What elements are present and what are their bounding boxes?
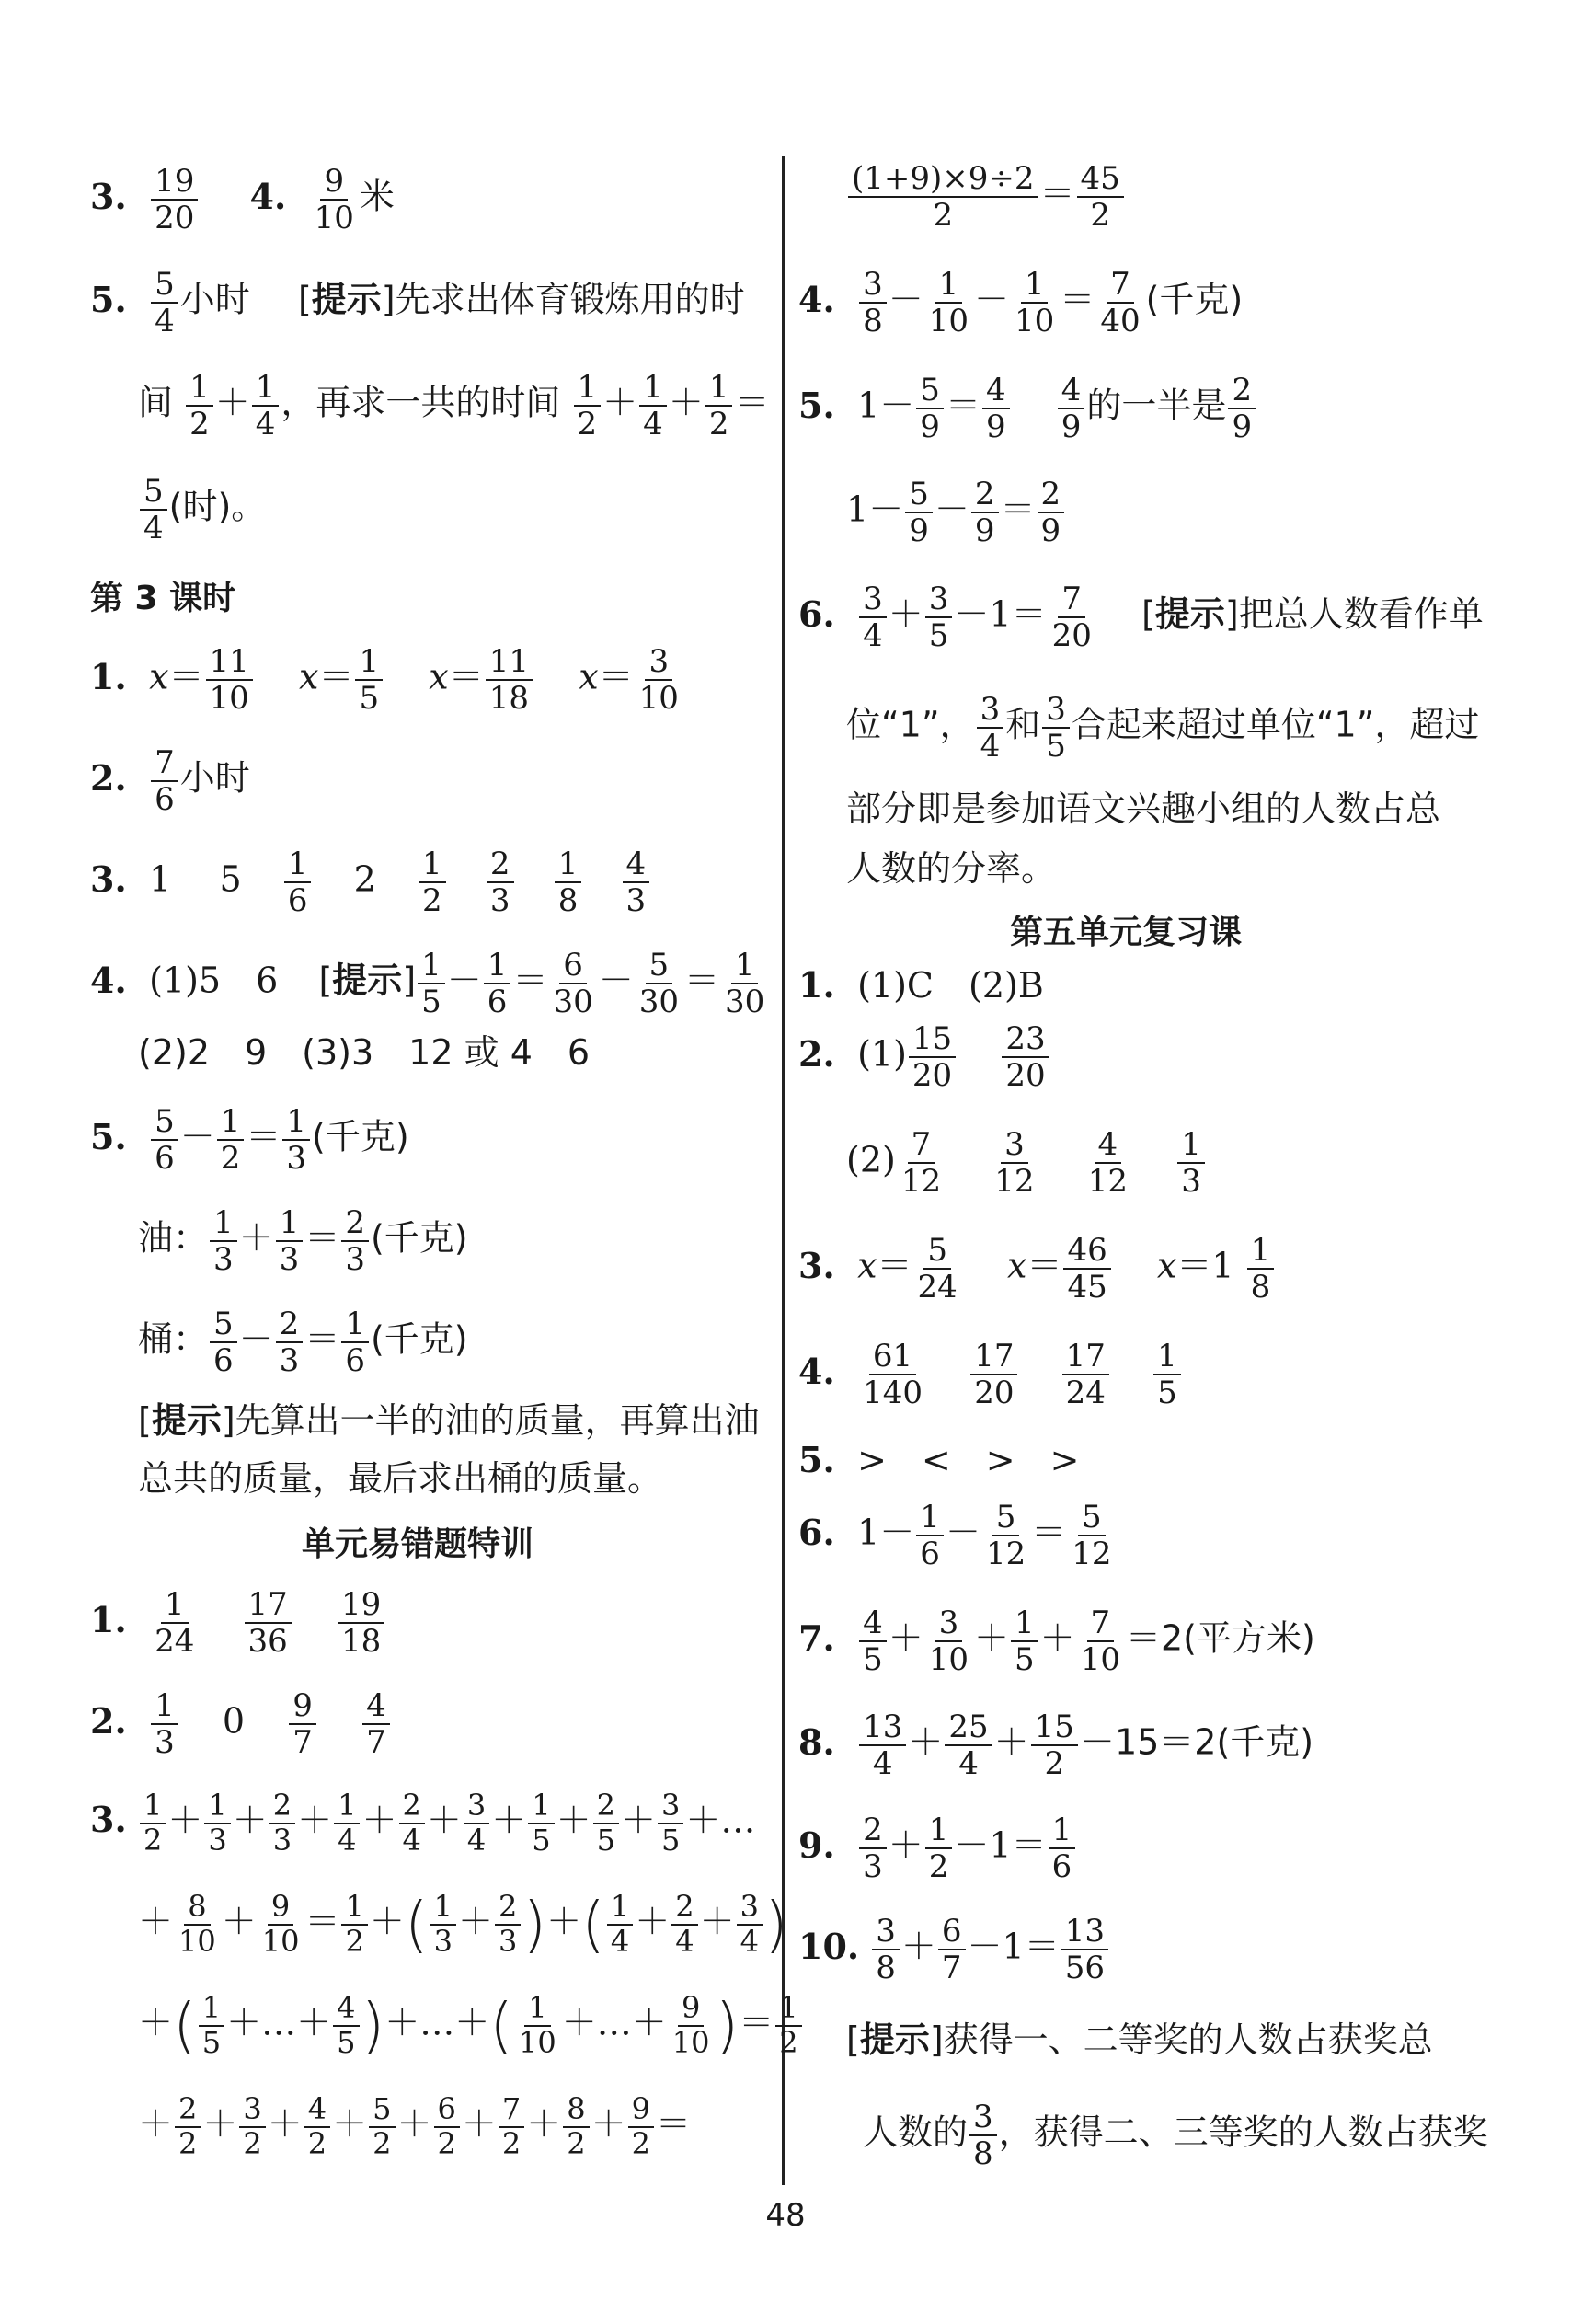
review-item-10: 10. $\frac{3}{8}$ ＋ $\frac{6}{7}$ －1＝ $\frac{13}{56}$ [798,1914,1110,1985]
answer-item-5-hint-line3: $\frac{5}{4}$ (时)。 [138,474,266,546]
review-item-10-hint-2: 人数的 $\frac{3}{8}$ ，获得二、三等奖的人数占获奖 [863,2099,1488,2173]
fraction: $\frac{19}{20}$ [151,164,198,236]
error-item-3-line4: ＋ $\frac{2}{2}$ ＋ $\frac{3}{2}$ ＋ $\frac{4}{2}$ ＋ $\frac{5}{2}$ ＋ $\frac{6}{2}$ ＋ $\frac{7}{2}$ ＋ $\frac{8}{2}$ ＋ $\frac{9}{2}$ ＝ [138,2091,692,2161]
right-item-5-line2: 1－ $\frac{5}{9}$ － $\frac{2}{9}$ ＝ $\frac{2}{9}$ [846,477,1066,548]
review-item-2-part2: (2) $\frac{7}{12}$ $\frac{3}{12}$ $\frac{4}{12}$ $\frac{1}{3}$ [846,1127,1207,1199]
hint-label: [提示] [297,279,396,320]
review-item-2: 2. (1) $\frac{15}{20}$ $\frac{23}{20}$ [798,1021,1051,1093]
right-item-6-hint-3: 部分即是参加语文兴趣小组的人数占总 [846,788,1441,829]
lesson3-item-4: 4. (1)5 6 [提示] $\frac{1}{5}$ － $\frac{1}{6}$ ＝ $\frac{6}{30}$ － $\frac{5}{30}$ ＝ $\frac{1}{30}$ [90,947,765,1021]
lesson3-item-5-hint: [提示]先算出一半的油的质量，再算出油 [138,1400,760,1441]
column-divider [782,156,785,2185]
error-item-3-line1: 3. $\frac{1}{2}$ ＋ $\frac{1}{3}$ ＋ $\frac{2}{3}$ ＋ $\frac{1}{4}$ ＋ $\frac{2}{4}$ ＋ $\frac{3}{4}$ ＋ $\frac{1}{5}$ ＋ $\frac{2}{5}$ ＋ $\frac{3}{5}$ ＋… [90,1788,756,1858]
review-item-9: 9. $\frac{2}{3}$ ＋ $\frac{1}{2}$ －1＝ $\frac{1}{6}$ [798,1812,1077,1884]
right-item-6-hint-2: 位“1”， $\frac{3}{4}$ 和 $\frac{3}{5}$ 合起来超过单位“1”，超过 [846,691,1480,765]
lesson3-item-5-bucket: 桶： $\frac{5}{6}$ － $\frac{2}{3}$ ＝ $\frac{1}{6}$ (千克) [138,1306,468,1380]
lesson3-item-5-hint-2: 总共的质量，最后求出桶的质量。 [138,1458,663,1499]
lesson3-item-1: 1. x＝ $\frac{11}{10}$ x＝ $\frac{1}{5}$ x＝ $\frac{11}{18}$ x＝ $\frac{3}{10}$ [90,643,679,718]
right-item-4: 4. $\frac{3}{8}$ － $\frac{1}{10}$ － $\frac{1}{10}$ ＝ $\frac{7}{40}$ (千克) [798,266,1244,340]
fraction: $\frac{9}{10}$ [314,163,354,237]
lesson3-item-4-part2: (2)2 9 (3)3 12 或 4 6 [138,1032,591,1073]
review-item-8: 8. $\frac{13}{4}$ ＋ $\frac{25}{4}$ ＋ $\frac{15}{2}$ －15＝2(千克) [798,1708,1314,1783]
answer-item-5: 5. $\frac{5}{4}$ 小时 [提示]先求出体育锻炼用的时 [90,266,745,340]
section-heading-lesson-3: 第 3 课时 [90,580,236,617]
error-item-3-line3: ＋( $\frac{1}{5}$ ＋…＋ $\frac{4}{5}$ )＋…＋( $\frac{1}{10}$ ＋…＋ $\frac{9}{10}$ )＝ $\frac{1}{2}$ [138,1992,804,2060]
review-item-3: 3. x＝ $\frac{5}{24}$ x＝ $\frac{46}{45}$ x＝1 $\frac{1}{8}$ [798,1233,1276,1305]
lesson3-item-3: 3. 1 5 $\frac{1}{6}$ 2 $\frac{1}{2}$ $\frac{2}{3}$ $\frac{1}{8}$ $\frac{4}{3}$ [90,846,651,918]
review-item-7: 7. $\frac{4}{5}$ ＋ $\frac{3}{10}$ ＋ $\frac{1}{5}$ ＋ $\frac{7}{10}$ ＝2(平方米) [798,1605,1315,1679]
error-item-1: 1. $\frac{1}{24}$ $\frac{17}{36}$ $\frac{19}{18}$ [90,1587,386,1659]
error-item-3-line2: ＋ $\frac{8}{10}$ ＋ $\frac{9}{10}$ ＝ $\frac{1}{2}$ ＋( $\frac{1}{3}$ ＋ $\frac{2}{3}$ )＋( $\frac{1}{4}$ ＋ $\frac{2}{4}$ ＋ $\frac{3}{4}$ ) [138,1888,788,1960]
right-item-6: 6. $\frac{3}{4}$ ＋ $\frac{3}{5}$ －1＝ $\frac{7}{20}$ [提示]把总人数看作单 [798,581,1484,655]
fraction: $\frac{5}{4}$ [151,267,178,339]
lesson3-item-2: 2. $\frac{7}{6}$ 小时 [90,744,250,819]
review-item-6: 6. 1－ $\frac{1}{6}$ － $\frac{5}{12}$ ＝ $\frac{5}{12}$ [798,1499,1112,1573]
section-heading-unit5-review: 第五单元复习课 [1010,914,1243,951]
review-item-5: 5. > < > > [798,1439,1080,1480]
answer-item-5-hint-line2: 间 $\frac{1}{2}$ ＋ $\frac{1}{4}$ ，再求一共的时间 $\frac{1}{2}$ ＋ $\frac{1}{4}$ ＋ $\frac{1}{2}$ ＝ [138,369,770,443]
review-item-1: 1. (1)C (2)B [798,964,1044,1006]
right-item-6-hint-4: 人数的分率。 [846,848,1057,889]
error-item-2: 2. $\frac{1}{3}$ 0 $\frac{9}{7}$ $\frac{4}{7}$ [90,1688,392,1760]
answer-item-3-4: 3. $\frac{19}{20}$ 4. $\frac{9}{10}$ 米 [90,163,395,237]
review-item-10-hint: [提示]获得一、二等奖的人数占获奖总 [846,2019,1433,2060]
review-item-4: 4. $\frac{61}{140}$ $\frac{17}{20}$ $\frac{17}{24}$ $\frac{1}{5}$ [798,1339,1183,1410]
right-item-5: 5. 1－ $\frac{5}{9}$ ＝ $\frac{4}{9}$ $\frac{4}{9}$ 的一半是 $\frac{2}{9}$ [798,373,1257,444]
lesson3-item-5-oil: 油： $\frac{1}{3}$ ＋ $\frac{1}{3}$ ＝ $\frac{2}{3}$ (千克) [138,1204,468,1279]
right-top-equation: $\frac{(1+9)\times 9\div 2}{2}$ ＝ $\frac{45}{2}$ [846,161,1126,233]
page-number: 48 [765,2197,806,2234]
lesson3-item-5: 5. $\frac{5}{6}$ － $\frac{1}{2}$ ＝ $\frac{1}{3}$ (千克) [90,1103,409,1178]
section-heading-error-training: 单元易错题特训 [302,1525,534,1563]
